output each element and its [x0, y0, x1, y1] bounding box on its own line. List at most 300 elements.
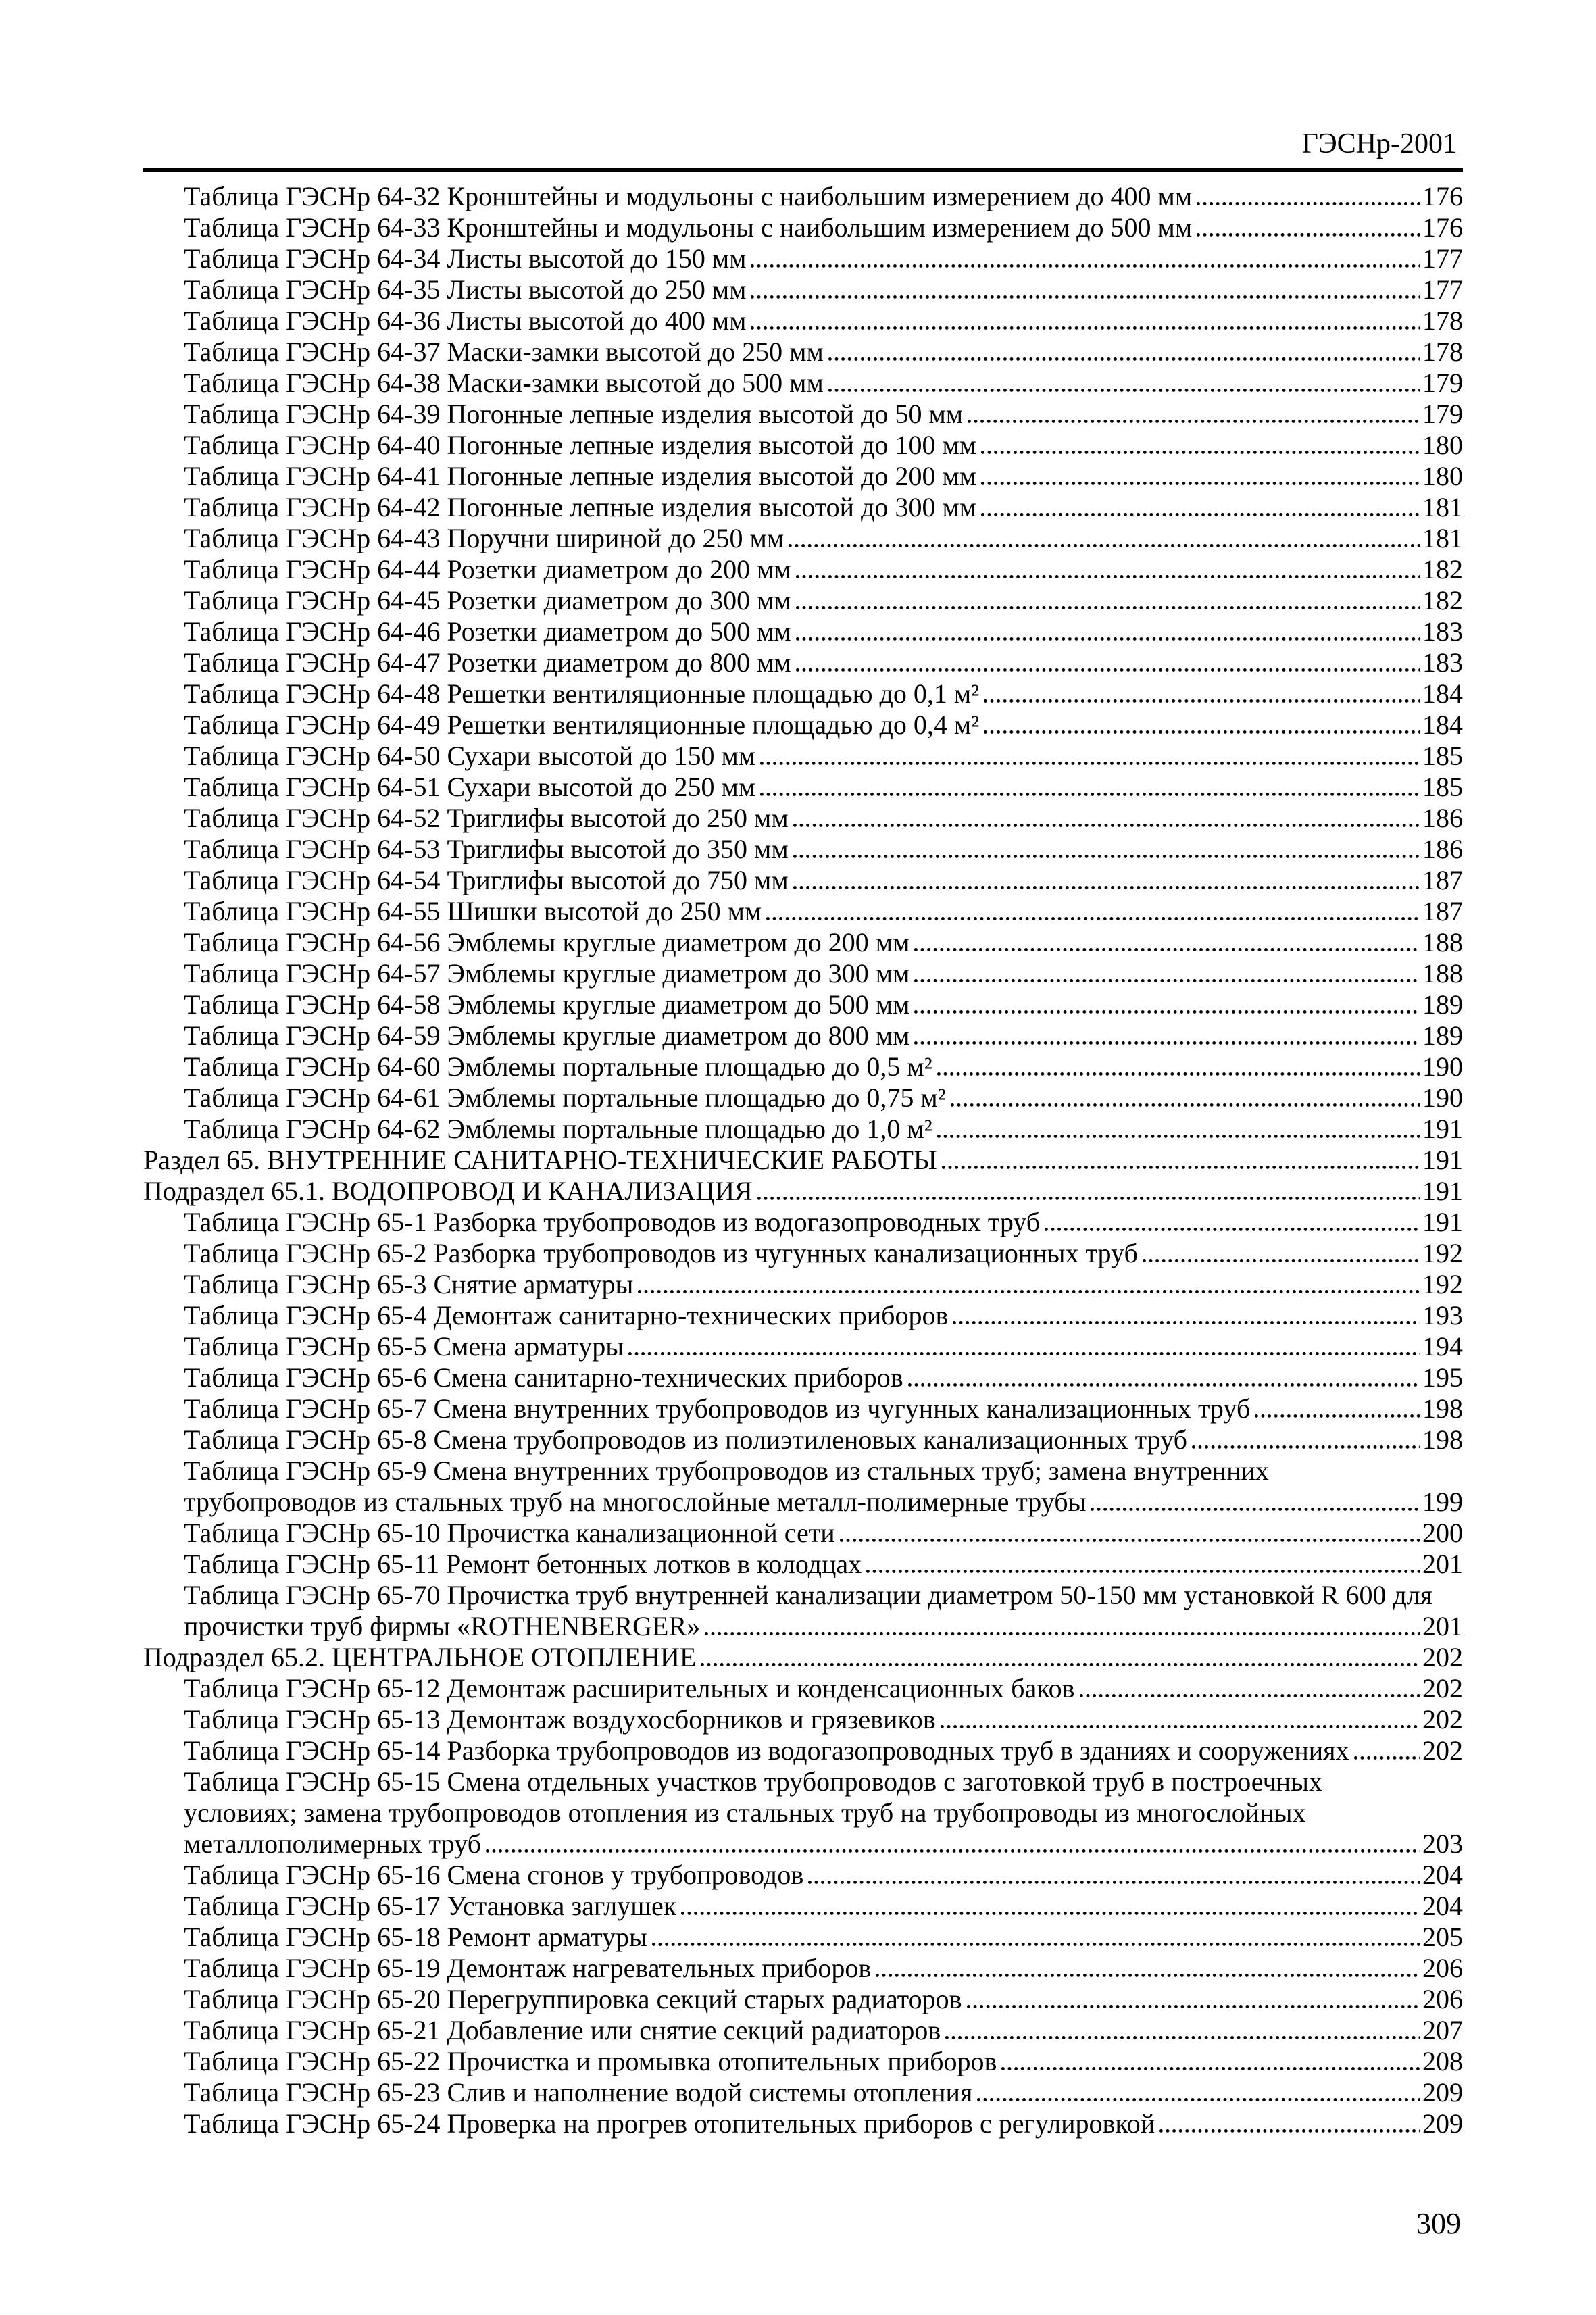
toc-page-number: 204: [1422, 1860, 1463, 1890]
toc-line-final: [184, 678, 1463, 710]
toc-page-number: 178: [1422, 337, 1463, 367]
toc-entry: [143, 1642, 1463, 1673]
toc-page-number: 191: [1422, 1114, 1463, 1144]
toc-entry-text: Таблица ГЭСНр 64-61 Эмблемы портальные площадью до 0,75 м²: [184, 1082, 946, 1113]
toc-line-final: [184, 212, 1463, 243]
toc-entry-text: Таблица ГЭСНр 64-43 Поручни шириной до 250 мм: [184, 523, 784, 553]
toc-page-number: 206: [1422, 1953, 1463, 1983]
toc-line-final: [184, 1984, 1463, 2015]
toc-entry-text: Таблица ГЭСНр 64-39 Погонные лепные изделия высотой до 50 мм: [184, 399, 964, 429]
toc-entry: [143, 989, 1463, 1020]
toc-entry-text: Таблица ГЭСНр 64-53 Триглифы высотой до 350 мм: [184, 834, 789, 864]
toc-entry-text: Таблица ГЭСНр 64-50 Сухари высотой до 150 мм: [184, 741, 756, 771]
dot-leader: [967, 2005, 1420, 2008]
toc-line-final: [184, 710, 1463, 741]
toc-entry-text: Таблица ГЭСНр 65-5 Смена арматуры: [184, 1331, 624, 1362]
toc-entry: [143, 1984, 1463, 2015]
dot-leader: [1255, 1414, 1420, 1418]
toc-page-number: 198: [1422, 1424, 1463, 1455]
dot-leader: [942, 1166, 1420, 1169]
dot-leader: [840, 1539, 1420, 1542]
dot-leader: [628, 1352, 1420, 1355]
toc-line-final: [184, 1300, 1463, 1331]
toc-page-number: 185: [1422, 741, 1463, 771]
toc-page-number: 181: [1422, 492, 1463, 522]
toc-entry-text: Таблица ГЭСНр 64-56 Эмблемы круглые диаметром до 200 мм: [184, 927, 910, 957]
toc-entry: [143, 616, 1463, 647]
toc-page-number: 209: [1422, 2108, 1463, 2139]
toc-entry: [143, 399, 1463, 430]
toc-page-number: 183: [1422, 616, 1463, 647]
toc-page-number: 205: [1422, 1922, 1463, 1952]
toc-entry: [143, 1735, 1463, 1766]
toc-entry: [143, 896, 1463, 927]
toc-page-number: 192: [1422, 1238, 1463, 1268]
toc-line-final: [184, 1331, 1463, 1362]
toc-page-number: 192: [1422, 1269, 1463, 1299]
toc-line-final: [184, 1704, 1463, 1735]
toc-entry-text: Таблица ГЭСНр 65-14 Разборка трубопроводов из водогазопроводных труб в зданиях и сооружениях: [184, 1735, 1349, 1766]
toc-entry-text: Подраздел 65.1. ВОДОПРОВОД И КАНАЛИЗАЦИЯ: [143, 1176, 753, 1206]
dot-leader: [866, 1570, 1420, 1573]
toc-entry: [143, 337, 1463, 368]
toc-page-number: 176: [1422, 212, 1463, 243]
dot-leader: [705, 1632, 1420, 1635]
toc-entry: [143, 1891, 1463, 1922]
toc-page-number: 183: [1422, 647, 1463, 678]
toc-line-final: [184, 803, 1463, 834]
toc-entry-text: Таблица ГЭСНр 64-33 Кронштейны и модульоны с наибольшим измерением до 500 мм: [184, 212, 1193, 243]
toc-entry-text: Таблица ГЭСНр 65-23 Слив и наполнение водой системы отопления: [184, 2077, 973, 2108]
toc-page-number: 202: [1422, 1735, 1463, 1766]
toc-page-number: 178: [1422, 305, 1463, 336]
toc-line-final: [184, 1051, 1463, 1082]
toc-entry-text: Таблица ГЭСНр 64-37 Маски-замки высотой до 250 мм: [184, 337, 824, 367]
toc-entry: [143, 1580, 1463, 1642]
toc-entry: [143, 834, 1463, 865]
dot-leader: [1159, 2129, 1420, 2133]
toc-page-number: 208: [1422, 2046, 1463, 2076]
toc-line-final: [184, 927, 1463, 958]
toc-entry-text: Таблица ГЭСНр 65-2 Разборка трубопроводов из чугунных канализационных труб: [184, 1238, 1138, 1268]
toc-entry: [143, 1673, 1463, 1704]
toc-page-number: 209: [1422, 2077, 1463, 2108]
toc-entry-text: Таблица ГЭСНр 65-22 Прочистка и промывка отопительных приборов: [184, 2046, 997, 2076]
toc-page-number: 190: [1422, 1051, 1463, 1082]
dot-leader: [1192, 1445, 1420, 1449]
dot-leader: [914, 979, 1420, 982]
dot-leader: [808, 1881, 1420, 1884]
toc-entry-text: Таблица ГЭСНр 64-55 Шишки высотой до 250 мм: [184, 896, 762, 926]
toc-entry: [143, 1922, 1463, 1953]
toc-entry-text: Таблица ГЭСНр 65-8 Смена трубопроводов из полиэтиленовых канализационных труб: [184, 1424, 1187, 1455]
toc-entry-text: Таблица ГЭСНр 64-41 Погонные лепные изделия высотой до 200 мм: [184, 461, 977, 491]
toc-line-final: [184, 1487, 1463, 1518]
toc-line-final: [184, 1114, 1463, 1145]
toc-entry-text: трубопроводов из стальных труб на многослойные металл-полимерные трубы: [184, 1487, 1087, 1517]
toc-line-continuation: [184, 1455, 1463, 1487]
toc-line-final: [184, 305, 1463, 337]
dot-leader: [652, 1943, 1420, 1946]
dot-leader: [1091, 1508, 1420, 1511]
toc-entry-text: Таблица ГЭСНр 64-36 Листы высотой до 400 мм: [184, 305, 747, 336]
toc-entry-text: Таблица ГЭСНр 65-7 Смена внутренних трубопроводов из чугунных канализационных труб: [184, 1393, 1251, 1424]
toc-entry: [143, 803, 1463, 834]
toc-entry-text: Таблица ГЭСНр 64-49 Решетки вентиляционные площадью до 0,4 м²: [184, 710, 980, 740]
toc-line-final: [184, 647, 1463, 678]
toc-line-final: [184, 1207, 1463, 1238]
toc-entry: [143, 1020, 1463, 1051]
toc-line-final: [143, 1642, 1463, 1673]
toc-line-final: [184, 1362, 1463, 1393]
toc-line-final: [184, 2046, 1463, 2077]
toc-page-number: 206: [1422, 1984, 1463, 2014]
toc-line-continuation: [184, 1580, 1463, 1611]
toc-line-final: [184, 1611, 1463, 1642]
dot-leader: [828, 357, 1420, 361]
document-code-header: ГЭСНр-2001: [1301, 128, 1457, 159]
toc-entry-text: Таблица ГЭСНр 65-11 Ремонт бетонных лотков в колодцах: [184, 1549, 862, 1579]
toc-line-final: [184, 243, 1463, 274]
toc-entry-text: Таблица ГЭСНр 64-54 Триглифы высотой до 750 мм: [184, 865, 789, 895]
toc-page-number: 184: [1422, 710, 1463, 740]
toc-page-number: 182: [1422, 585, 1463, 616]
toc-line-final: [184, 989, 1463, 1020]
toc-entry-text: Таблица ГЭСНр 65-9 Смена внутренних трубопроводов из стальных труб; замена внутренних: [184, 1455, 1269, 1486]
toc-entry-text: Таблица ГЭСНр 65-3 Снятие арматуры: [184, 1269, 634, 1299]
toc-page-number: 187: [1422, 865, 1463, 895]
toc-page-number: 191: [1422, 1145, 1463, 1175]
dot-leader: [1197, 202, 1420, 205]
dot-leader: [828, 389, 1420, 392]
toc-page-number: 202: [1422, 1673, 1463, 1703]
dot-leader: [701, 1663, 1420, 1666]
toc-line-final: [143, 1176, 1463, 1207]
toc-page-number: 189: [1422, 989, 1463, 1020]
toc-page-number: 187: [1422, 896, 1463, 926]
dot-leader: [945, 2036, 1420, 2039]
dot-leader: [796, 637, 1420, 641]
toc-line-final: [184, 368, 1463, 399]
toc-entry: [143, 1766, 1463, 1860]
toc-page-number: 188: [1422, 927, 1463, 957]
toc-line-final: [143, 1145, 1463, 1176]
toc-entry-text: Таблица ГЭСНр 64-52 Триглифы высотой до 250 мм: [184, 803, 789, 833]
toc-page-number: 181: [1422, 523, 1463, 553]
toc-entry: [143, 523, 1463, 554]
toc-entry: [143, 1269, 1463, 1300]
toc-entry-text: Таблица ГЭСНр 65-18 Ремонт арматуры: [184, 1922, 647, 1952]
dot-leader: [951, 1103, 1420, 1107]
toc-entry: [143, 1704, 1463, 1735]
toc-entry-text: Таблица ГЭСНр 64-57 Эмблемы круглые диаметром до 300 мм: [184, 958, 910, 989]
toc-line-final: [184, 1673, 1463, 1704]
toc-entry: [143, 772, 1463, 803]
toc-entry: [143, 865, 1463, 896]
toc-entry-text: Таблица ГЭСНр 64-58 Эмблемы круглые диаметром до 500 мм: [184, 989, 910, 1020]
toc-entry-text: Таблица ГЭСНр 65-24 Проверка на прогрев отопительных приборов с регулировкой: [184, 2108, 1155, 2139]
toc-page-number: 202: [1422, 1704, 1463, 1735]
toc-page-number: 179: [1422, 399, 1463, 429]
toc-entry-text: Таблица ГЭСНр 64-48 Решетки вентиляционные площадью до 0,1 м²: [184, 678, 980, 709]
toc-line-final: [184, 461, 1463, 492]
dot-leader: [793, 886, 1420, 889]
toc-entry: [143, 710, 1463, 741]
toc-entry: [143, 2015, 1463, 2046]
toc-entry: [143, 305, 1463, 337]
toc-page-number: 201: [1422, 1549, 1463, 1579]
table-of-contents: [143, 181, 1463, 2139]
toc-entry-text: Таблица ГЭСНр 64-47 Розетки диаметром до 800 мм: [184, 647, 791, 678]
toc-entry: [143, 1300, 1463, 1331]
toc-line-final: [184, 772, 1463, 803]
toc-page-number: 200: [1422, 1518, 1463, 1548]
dot-leader: [681, 1912, 1420, 1915]
dot-leader: [981, 451, 1420, 454]
toc-entry: [143, 368, 1463, 399]
dot-leader: [1354, 1756, 1420, 1760]
dot-leader: [486, 1849, 1420, 1853]
dot-leader: [968, 420, 1420, 423]
toc-entry: [143, 927, 1463, 958]
toc-entry-text: Таблица ГЭСНр 65-15 Смена отдельных участков трубопроводов с заготовкой труб в построечных: [184, 1766, 1322, 1797]
dot-leader: [760, 793, 1420, 796]
toc-entry-text: Таблица ГЭСНр 65-19 Демонтаж нагревательных приборов: [184, 1953, 872, 1983]
dot-leader: [793, 855, 1420, 858]
toc-page-number: 195: [1422, 1362, 1463, 1393]
toc-entry-text: Таблица ГЭСНр 64-62 Эмблемы портальные площадью до 1,0 м²: [184, 1114, 932, 1144]
toc-entry: [143, 243, 1463, 274]
toc-entry-text: Таблица ГЭСНр 64-44 Розетки диаметром до 200 мм: [184, 554, 791, 584]
toc-entry: [143, 181, 1463, 212]
toc-entry-text: Таблица ГЭСНр 64-35 Листы высотой до 250 мм: [184, 274, 747, 305]
toc-line-final: [184, 1549, 1463, 1580]
toc-entry-text: Таблица ГЭСНр 64-60 Эмблемы портальные площадью до 0,5 м²: [184, 1051, 932, 1082]
toc-line-final: [184, 741, 1463, 772]
dot-leader: [908, 1383, 1420, 1387]
toc-entry: [143, 1424, 1463, 1455]
toc-entry: [143, 1549, 1463, 1580]
toc-line-final: [184, 1269, 1463, 1300]
toc-entry: [143, 1455, 1463, 1518]
toc-entry: [143, 1953, 1463, 1984]
dot-leader: [757, 1197, 1420, 1200]
toc-line-final: [184, 1020, 1463, 1051]
toc-entry: [143, 554, 1463, 585]
toc-line-continuation: [184, 1797, 1463, 1828]
toc-line-final: [184, 896, 1463, 927]
toc-page-number: 202: [1422, 1642, 1463, 1672]
toc-line-final: [184, 1860, 1463, 1891]
dot-leader: [796, 606, 1420, 609]
dot-leader: [914, 1041, 1420, 1045]
toc-page-number: 204: [1422, 1891, 1463, 1921]
toc-entry-text: Таблица ГЭСНр 65-12 Демонтаж расширительных и конденсационных баков: [184, 1673, 1075, 1703]
toc-line-final: [184, 1953, 1463, 1984]
toc-entry: [143, 1238, 1463, 1269]
toc-line-final: [184, 430, 1463, 461]
toc-entry: [143, 1082, 1463, 1114]
toc-entry-text: Таблица ГЭСНр 65-13 Демонтаж воздухосборников и грязевиков: [184, 1704, 936, 1735]
dot-leader: [793, 824, 1420, 827]
toc-entry-text: Таблица ГЭСНр 65-6 Смена санитарно-технических приборов: [184, 1362, 903, 1393]
toc-entry: [143, 1207, 1463, 1238]
toc-entry: [143, 1051, 1463, 1082]
toc-entry-text: Таблица ГЭСНр 64-51 Сухари высотой до 250 мм: [184, 772, 756, 802]
toc-entry: [143, 1145, 1463, 1176]
toc-entry-text: Таблица ГЭСНр 65-10 Прочистка канализационной сети: [184, 1518, 835, 1548]
toc-line-final: [184, 2077, 1463, 2108]
toc-page-number: 186: [1422, 834, 1463, 864]
toc-line-final: [184, 834, 1463, 865]
toc-entry-text: Таблица ГЭСНр 64-45 Розетки диаметром до 300 мм: [184, 585, 791, 616]
toc-entry-text: Таблица ГЭСНр 64-59 Эмблемы круглые диаметром до 800 мм: [184, 1020, 910, 1051]
toc-line-final: [184, 399, 1463, 430]
toc-entry: [143, 1362, 1463, 1393]
toc-entry-text: Раздел 65. ВНУТРЕННИЕ САНИТАРНО-ТЕХНИЧЕСКИЕ РАБОТЫ: [143, 1145, 937, 1175]
toc-entry: [143, 2046, 1463, 2077]
toc-page-number: 185: [1422, 772, 1463, 802]
dot-leader: [977, 2098, 1420, 2101]
toc-page-number: 176: [1422, 181, 1463, 211]
dot-leader: [914, 1010, 1420, 1014]
dot-leader: [1080, 1694, 1420, 1697]
dot-leader: [766, 917, 1420, 920]
toc-page-number: 189: [1422, 1020, 1463, 1051]
toc-entry-text: Таблица ГЭСНр 64-42 Погонные лепные изделия высотой до 300 мм: [184, 492, 977, 522]
dot-leader: [796, 668, 1420, 672]
toc-entry-text: прочистки труб фирмы «ROTHENBERGER»: [184, 1611, 701, 1641]
toc-entry-text: Таблица ГЭСНр 65-4 Демонтаж санитарно-технических приборов: [184, 1300, 949, 1330]
toc-page-number: 191: [1422, 1176, 1463, 1206]
toc-line-final: [184, 337, 1463, 368]
toc-entry: [143, 741, 1463, 772]
toc-line-final: [184, 492, 1463, 523]
dot-leader: [984, 730, 1420, 734]
toc-page-number: 201: [1422, 1611, 1463, 1641]
toc-entry-text: Таблица ГЭСНр 65-20 Перегруппировка секций старых радиаторов: [184, 1984, 962, 2014]
dot-leader: [638, 1290, 1420, 1293]
toc-line-final: [184, 2015, 1463, 2046]
dot-leader: [1001, 2067, 1420, 2070]
toc-line-continuation: [184, 1766, 1463, 1797]
toc-page-number: 177: [1422, 243, 1463, 274]
toc-entry-text: Подраздел 65.2. ЦЕНТРАЛЬНОЕ ОТОПЛЕНИЕ: [143, 1642, 697, 1672]
dot-leader: [751, 264, 1420, 268]
dot-leader: [1197, 233, 1420, 237]
toc-page-number: 179: [1422, 368, 1463, 398]
toc-page-number: 184: [1422, 678, 1463, 709]
toc-line-final: [184, 1828, 1463, 1860]
toc-page-number: 198: [1422, 1393, 1463, 1424]
dot-leader: [751, 326, 1420, 330]
toc-entry-text: Таблица ГЭСНр 64-46 Розетки диаметром до 500 мм: [184, 616, 791, 647]
toc-entry-text: Таблица ГЭСНр 65-16 Смена сгонов у трубопроводов: [184, 1860, 804, 1890]
dot-leader: [981, 513, 1420, 516]
toc-line-final: [184, 1518, 1463, 1549]
toc-entry-text: металлополимерных труб: [184, 1828, 481, 1859]
dot-leader: [789, 544, 1420, 547]
toc-line-final: [184, 865, 1463, 896]
toc-page-number: 203: [1422, 1828, 1463, 1859]
footer-page-number: 309: [1416, 2207, 1461, 2240]
dot-leader: [751, 295, 1420, 299]
dot-leader: [1045, 1228, 1420, 1231]
toc-page-number: 193: [1422, 1300, 1463, 1330]
dot-leader: [953, 1321, 1420, 1324]
toc-line-final: [184, 181, 1463, 212]
toc-page-number: 182: [1422, 554, 1463, 584]
toc-line-final: [184, 616, 1463, 647]
toc-page-number: 207: [1422, 2015, 1463, 2045]
toc-entry-text: условиях; замена трубопроводов отопления из стальных труб на трубопроводы из многослойных: [184, 1797, 1306, 1828]
dot-leader: [914, 948, 1420, 951]
toc-entry: [143, 1518, 1463, 1549]
toc-entry: [143, 585, 1463, 616]
toc-line-final: [184, 958, 1463, 989]
toc-entry: [143, 430, 1463, 461]
dot-leader: [941, 1725, 1420, 1728]
toc-line-final: [184, 1393, 1463, 1424]
toc-page-number: 191: [1422, 1207, 1463, 1237]
toc-entry: [143, 2108, 1463, 2139]
toc-entry: [143, 1176, 1463, 1207]
toc-entry: [143, 2077, 1463, 2108]
toc-line-final: [184, 1082, 1463, 1114]
toc-line-final: [184, 274, 1463, 305]
toc-page-number: 186: [1422, 803, 1463, 833]
toc-entry: [143, 1114, 1463, 1145]
toc-entry: [143, 1331, 1463, 1362]
toc-entry: [143, 1393, 1463, 1424]
toc-entry: [143, 492, 1463, 523]
toc-page-number: 177: [1422, 274, 1463, 305]
toc-entry-text: Таблица ГЭСНр 64-34 Листы высотой до 150 мм: [184, 243, 747, 274]
dot-leader: [760, 762, 1420, 765]
toc-entry: [143, 1860, 1463, 1891]
toc-page-number: 199: [1422, 1487, 1463, 1517]
toc-entry-text: Таблица ГЭСНр 65-17 Установка заглушек: [184, 1891, 677, 1921]
toc-entry-text: Таблица ГЭСНр 64-32 Кронштейны и модульоны с наибольшим измерением до 400 мм: [184, 181, 1193, 211]
toc-line-final: [184, 1238, 1463, 1269]
toc-entry-text: Таблица ГЭСНр 65-70 Прочистка труб внутренней канализации диаметром 50-150 мм установкой R 600 для: [184, 1580, 1433, 1610]
toc-entry: [143, 958, 1463, 989]
toc-line-final: [184, 554, 1463, 585]
toc-line-final: [184, 1891, 1463, 1922]
toc-entry-text: Таблица ГЭСНр 64-38 Маски-замки высотой до 500 мм: [184, 368, 824, 398]
dot-leader: [796, 575, 1420, 578]
dot-leader: [937, 1072, 1420, 1076]
toc-entry-text: Таблица ГЭСНр 65-1 Разборка трубопроводов из водогазопроводных труб: [184, 1207, 1041, 1237]
dot-leader: [984, 699, 1420, 703]
toc-page-number: 180: [1422, 461, 1463, 491]
toc-page-number: 190: [1422, 1082, 1463, 1113]
toc-entry: [143, 647, 1463, 678]
dot-leader: [937, 1135, 1420, 1138]
toc-page-number: 194: [1422, 1331, 1463, 1362]
dot-leader: [981, 482, 1420, 485]
toc-entry: [143, 212, 1463, 243]
toc-line-final: [184, 1735, 1463, 1766]
toc-line-final: [184, 1922, 1463, 1953]
toc-line-final: [184, 585, 1463, 616]
toc-entry: [143, 678, 1463, 710]
toc-page-number: 180: [1422, 430, 1463, 460]
toc-line-final: [184, 2108, 1463, 2139]
toc-page-number: 188: [1422, 958, 1463, 989]
toc-entry: [143, 461, 1463, 492]
header-rule: [143, 168, 1463, 172]
